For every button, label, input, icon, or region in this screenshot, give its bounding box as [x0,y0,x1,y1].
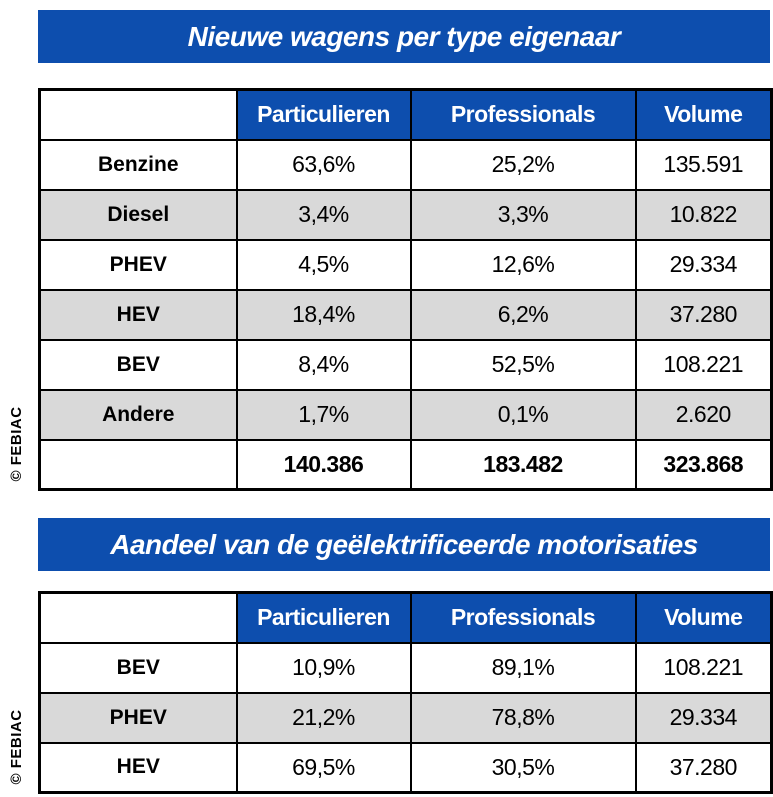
row-label: HEV [40,743,237,793]
table-row [40,140,772,190]
table2-header-row [40,593,772,643]
professionals-value: 3,3% [411,190,636,240]
row-label: BEV [40,643,237,693]
table-row [40,290,772,340]
table-row [40,743,772,793]
volume-value: 29.334 [636,240,772,290]
table2-col-particulieren: Particulieren [237,593,411,643]
row-label: PHEV [40,693,237,743]
particulieren-value: 3,4% [237,190,411,240]
owner-type-table [38,88,773,491]
row-label: HEV [40,290,237,340]
professionals-value: 78,8% [411,693,636,743]
row-label: PHEV [40,240,237,290]
volume-value: 135.591 [636,140,772,190]
professionals-value: 0,1% [411,390,636,440]
volume-value: 108.221 [636,643,772,693]
table-row [40,693,772,743]
table1-col-volume: Volume [636,90,772,140]
particulieren-value: 18,4% [237,290,411,340]
febiac-copyright-watermark: © FEBIAC [8,406,25,482]
professionals-value: 52,5% [411,340,636,390]
professionals-value: 89,1% [411,643,636,693]
row-label: Andere [40,390,237,440]
particulieren-value: 8,4% [237,340,411,390]
table-row [40,340,772,390]
table1-header-row [40,90,772,140]
particulieren-value: 4,5% [237,240,411,290]
professionals-value: 30,5% [411,743,636,793]
table2-col-professionals: Professionals [411,593,636,643]
volume-value: 37.280 [636,743,772,793]
volume-value: 2.620 [636,390,772,440]
professionals-value: 25,2% [411,140,636,190]
particulieren-value: 69,5% [237,743,411,793]
table2-corner-cell [40,593,237,643]
particulieren-value: 63,6% [237,140,411,190]
particulieren-value: 1,7% [237,390,411,440]
row-label: BEV [40,340,237,390]
table1-col-particulieren: Particulieren [237,90,411,140]
table-row [40,390,772,440]
totals-label-cell [40,440,237,490]
table2-title: Aandeel van de geëlektrificeerde motorisaties [38,518,770,571]
totals-particulieren: 140.386 [237,440,411,490]
table1-title: Nieuwe wagens per type eigenaar [38,10,770,63]
professionals-value: 6,2% [411,290,636,340]
table-row [40,643,772,693]
table2-col-volume: Volume [636,593,772,643]
table1-totals-row [40,440,772,490]
table1-col-professionals: Professionals [411,90,636,140]
febiac-copyright-watermark: © FEBIAC [8,709,25,785]
totals-professionals: 183.482 [411,440,636,490]
row-label: Benzine [40,140,237,190]
particulieren-value: 21,2% [237,693,411,743]
volume-value: 37.280 [636,290,772,340]
electrified-share-table [38,591,773,794]
totals-volume: 323.868 [636,440,772,490]
table-row [40,190,772,240]
row-label: Diesel [40,190,237,240]
professionals-value: 12,6% [411,240,636,290]
table-row [40,240,772,290]
volume-value: 29.334 [636,693,772,743]
volume-value: 10.822 [636,190,772,240]
volume-value: 108.221 [636,340,772,390]
table1-corner-cell [40,90,237,140]
particulieren-value: 10,9% [237,643,411,693]
